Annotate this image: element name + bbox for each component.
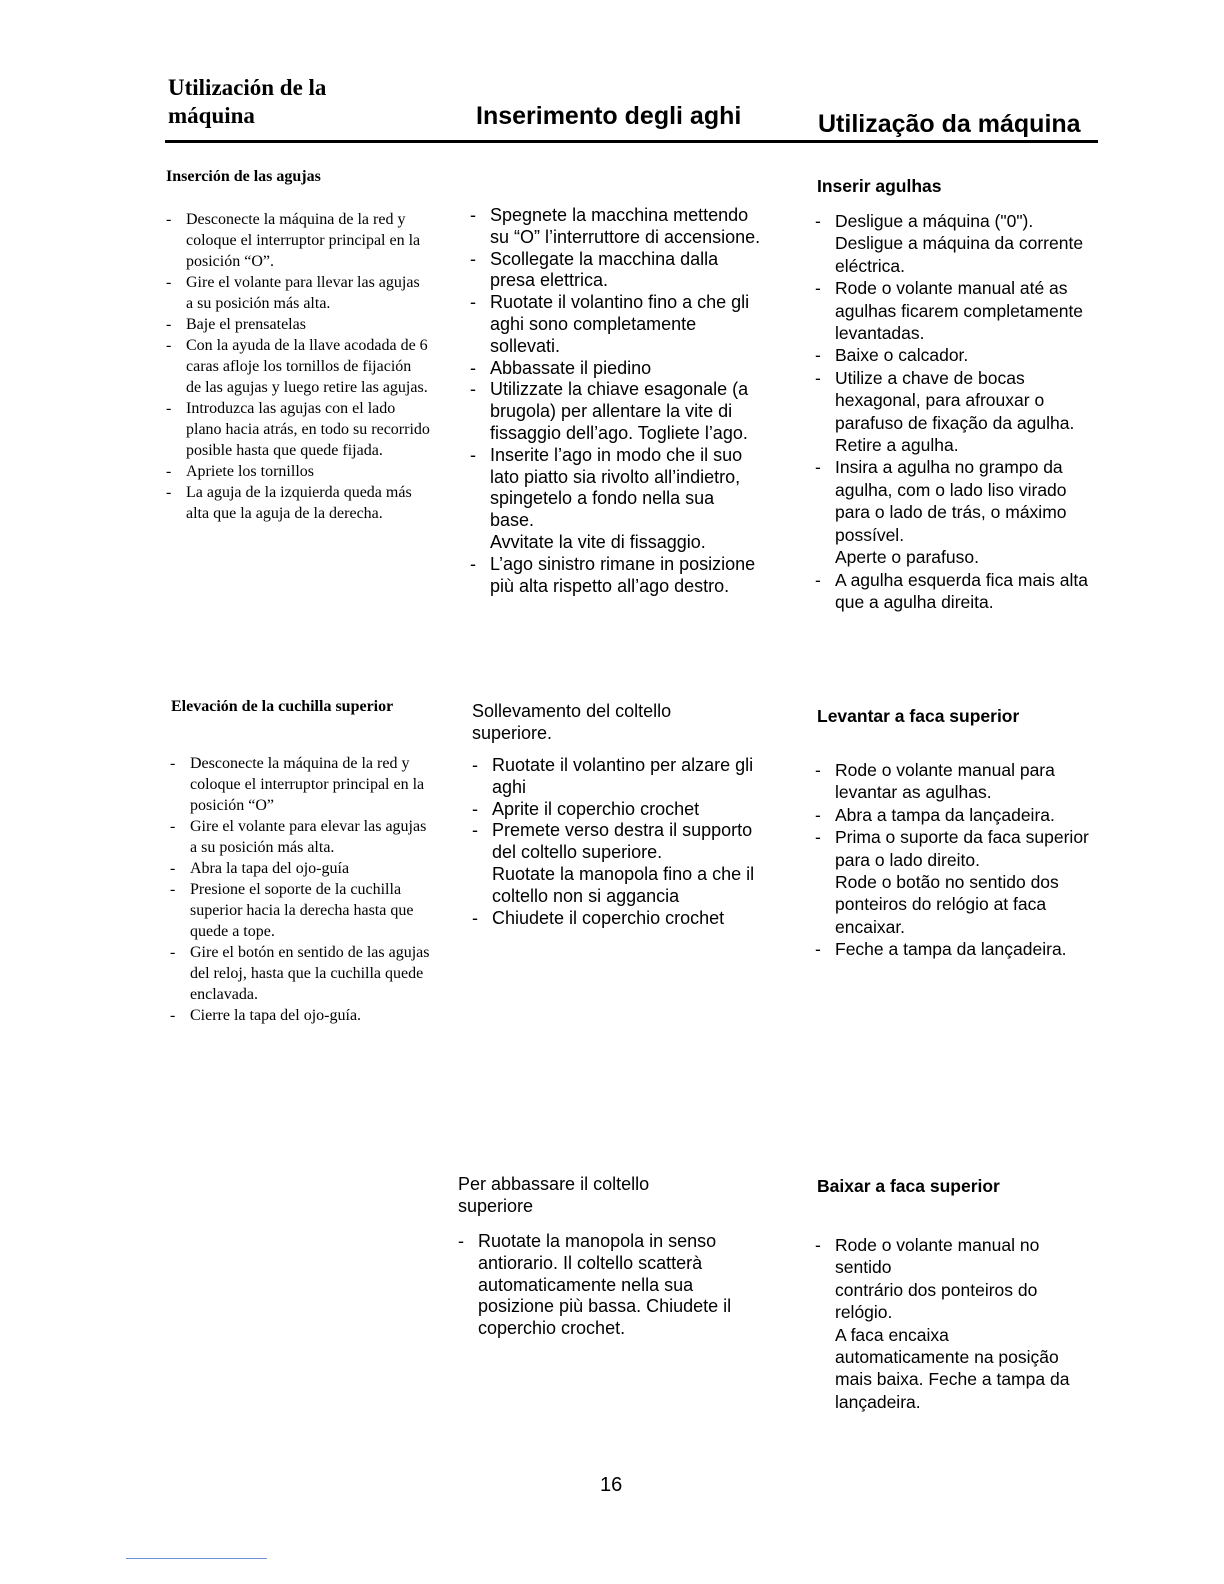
list-item-continuation: Rode o botão no sentido dos ponteiros do relógio at faca encaixar. xyxy=(835,872,1059,937)
list-item: - Introduzca las agujas con el lado plano hacia atrás, en todo su recorrido posible hasta que quede fijada. xyxy=(166,400,430,459)
list-item: - Abra a tampa da lançadeira. xyxy=(815,804,1055,825)
list-item-continuation: A faca encaixa automaticamente na posição mais baixa. Feche a tampa da lançadeira. xyxy=(835,1324,1070,1412)
list-item: - A agulha esquerda fica mais alta que a agulha direita. xyxy=(815,569,1088,612)
it-lower-list xyxy=(458,1231,748,1340)
es-raise-title: Elevación de la cuchilla superior xyxy=(171,698,394,715)
it-insert-list xyxy=(470,205,762,597)
italian-header: Inserimento degli aghi xyxy=(476,102,742,130)
pt-lower-list xyxy=(815,1234,1085,1413)
list-item: - Ruotate il volantino per alzare gli aghi xyxy=(472,755,754,797)
list-item: - Chiudete il coperchio crochet xyxy=(472,907,725,928)
list-item: - Cierre la tapa del ojo-guía. xyxy=(170,1007,362,1024)
it-raise-list xyxy=(472,755,762,929)
list-item: - Baje el prensatelas xyxy=(166,316,306,333)
it-lower-title: Per abbassare il coltello superiore xyxy=(458,1174,650,1216)
es-insert-title: Inserción de las agujas xyxy=(166,168,321,185)
header-rule xyxy=(165,140,1098,143)
list-item: - Gire el volante para llevar las agujas a su posición más alta. xyxy=(166,274,420,312)
list-item: - Ruotate la manopola in senso antiorario. Il coltello scatterà automaticamente nella sua posizione più bassa. Chiudete il coperchio crochet. xyxy=(458,1231,732,1339)
list-item-continuation: Ruotate la manopola fino a che il coltello non si aggancia xyxy=(492,863,755,906)
list-item: - La aguja de la izquierda queda más alta que la aguja de la derecha. xyxy=(166,484,412,522)
spanish-header: Utilización de la máquina xyxy=(168,75,327,128)
list-item: - Apriete los tornillos xyxy=(166,463,314,480)
list-item: - Presione el soporte de la cuchilla superior hacia la derecha hasta que quede a tope. xyxy=(170,881,414,940)
list-item: - Con la ayuda de la llave acodada de 6 caras afloje los tornillos de fijación de las agujas y luego retire las agujas. xyxy=(166,337,428,396)
list-item: - Abbassate il piedino xyxy=(470,357,652,378)
portuguese-header: Utilização da máquina xyxy=(818,110,1081,138)
list-item: - Premete verso destra il supporto del coltello superiore. xyxy=(472,820,753,863)
list-item: - Desconecte la máquina de la red y coloque el interruptor principal en la posición “O” xyxy=(170,755,425,814)
list-item: - Spegnete la macchina mettendo su “O” l’interruttore di accensione. xyxy=(470,205,761,247)
it-raise-title: Sollevamento del coltello superiore. xyxy=(472,701,672,743)
list-item: - Desconecte la máquina de la red y coloque el interruptor principal en la posición “O”. xyxy=(166,211,421,270)
pt-raise-title: Levantar a faca superior xyxy=(817,706,1020,726)
list-item-continuation: Avvitate la vite di fissaggio. xyxy=(490,531,706,552)
pt-raise-list xyxy=(815,759,1100,961)
list-item: - Insira a agulha no grampo da agulha, com o lado liso virado para o lado de trás, o máximo possível. xyxy=(815,457,1067,545)
list-item: - Rode o volante manual no sentido xyxy=(815,1235,1040,1278)
list-item: - Gire el botón en sentido de las agujas del reloj, hasta que la cuchilla quede enclavada. xyxy=(170,944,430,1003)
es-raise-list xyxy=(170,753,432,1026)
list-item: - L’ago sinistro rimane in posizione più alta rispetto all’ago destro. xyxy=(470,553,756,596)
list-item: - Gire el volante para elevar las agujas a su posición más alta. xyxy=(170,818,427,856)
page-number: 16 xyxy=(600,1474,623,1496)
list-item-continuation: contrário dos ponteiros do relógio. xyxy=(835,1279,1038,1323)
list-item-continuation: Retire a agulha. xyxy=(835,435,959,456)
es-insert-list xyxy=(166,209,430,524)
list-item: - Rode o volante manual para levantar as agulhas. xyxy=(815,760,1055,803)
list-item: - Baixe o calcador. xyxy=(815,345,969,366)
list-item: - Abra la tapa del ojo-guía xyxy=(170,860,350,877)
list-item: - Feche a tampa da lançadeira. xyxy=(815,939,1067,960)
list-item-continuation: Desligue a máquina da corrente eléctrica. xyxy=(835,233,1084,276)
footer-line xyxy=(126,1558,267,1559)
list-item: - Prima o suporte da faca superior para o lado direito. xyxy=(815,827,1089,870)
pt-lower-title: Baixar a faca superior xyxy=(817,1176,1000,1196)
pt-insert-list xyxy=(815,210,1100,613)
list-item: - Utilizzate la chiave esagonale (a brugola) per allentare la vite di fissaggio dell’ago. Togliete l’ago. xyxy=(470,379,749,443)
list-item: - Inserite l’ago in modo che il suo lato piatto sia rivolto all’indietro, spingetelo a fondo nella sua base. xyxy=(470,444,743,531)
list-item: - Aprite il coperchio crochet xyxy=(472,798,700,819)
list-item: - Desligue a máquina ("0"). xyxy=(815,211,1034,231)
list-item: - Ruotate il volantino fino a che gli aghi sono completamente sollevati. xyxy=(470,292,750,356)
list-item: - Utilize a chave de bocas hexagonal, para afrouxar o parafuso de fixação da agulha. xyxy=(815,367,1075,433)
list-item: - Rode o volante manual até as agulhas ficarem completamente levantadas. xyxy=(815,278,1084,344)
pt-insert-title: Inserir agulhas xyxy=(817,176,942,196)
list-item-continuation: Aperte o parafuso. xyxy=(835,547,979,568)
list-item: - Scollegate la macchina dalla presa elettrica. xyxy=(470,248,719,291)
